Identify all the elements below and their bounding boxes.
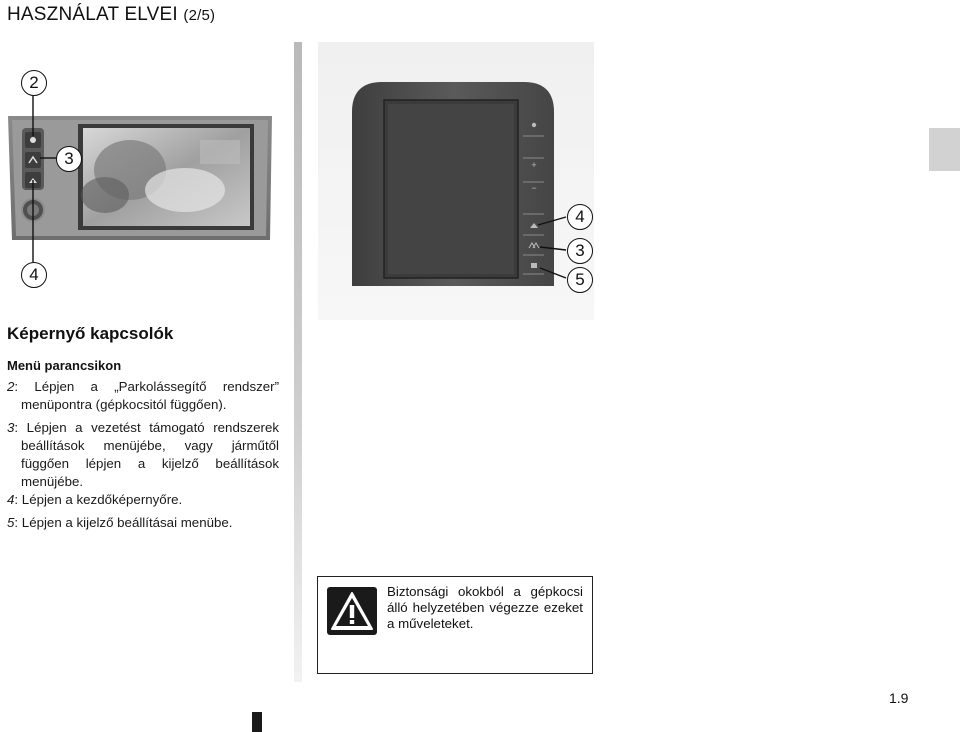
warning-text: Biztonsági okokból a gépkocsi álló helyzetében végezze ezeket a műveleteket. (387, 584, 583, 631)
callout-3-right: 3 (567, 238, 593, 264)
svg-text:+: + (531, 160, 537, 170)
item-number: 2 (7, 379, 15, 394)
section-subheading: Menü parancsikon (7, 358, 122, 373)
callout-4: 4 (21, 262, 47, 288)
callout-5-right: 5 (567, 267, 593, 293)
callout-2: 2 (21, 70, 47, 96)
page-number: 1.9 (889, 690, 909, 706)
item-3: 3: Lépjen a vezetést támogató rendszerek beállítások menüjébe, vagy járműtől függően lépjen a kijelző beállítások menüjébe. (7, 420, 279, 489)
item-text: Lépjen a kijelző beállításai menübe. (21, 515, 233, 530)
item-2: 2: Lépjen a „Parkolássegítő rendszer” menüpontra (gépkocsitól függően). (7, 379, 279, 412)
item-4: 4: Lépjen a kezdőképernyőre. (7, 492, 183, 507)
figure-portrait-unit (318, 42, 594, 320)
figure-landscape-unit (0, 60, 290, 300)
page-title (7, 4, 215, 26)
section-heading: Képernyő kapcsolók (7, 324, 174, 343)
item-text: Lépjen a kezdőképernyőre. (21, 492, 183, 507)
page-title-text: HASZNÁLAT ELVEI (7, 4, 178, 25)
svg-text:−: − (531, 183, 537, 193)
item-number: 5 (7, 515, 15, 530)
callout-3: 3 (56, 146, 82, 172)
callout-4-right: 4 (567, 204, 593, 230)
column-divider (294, 42, 302, 682)
chapter-tab (929, 128, 960, 171)
bottom-edge-mark (252, 712, 262, 732)
item-text: Lépjen a vezetést támogató rendszerek beállítások menüjébe, vagy járműtől függően lépjen a kijelző beállítások menüjébe. (21, 420, 279, 489)
warning-triangle-icon (327, 587, 377, 635)
page-title-part: (2/5) (183, 7, 216, 24)
item-number: 4 (7, 492, 15, 507)
warning-box (317, 576, 593, 674)
item-number: 3 (7, 420, 15, 435)
item-text: Lépjen a „Parkolássegítő rendszer” menüpontra (gépkocsitól függően). (21, 379, 279, 412)
item-5: 5: Lépjen a kijelző beállításai menübe. (7, 515, 233, 530)
